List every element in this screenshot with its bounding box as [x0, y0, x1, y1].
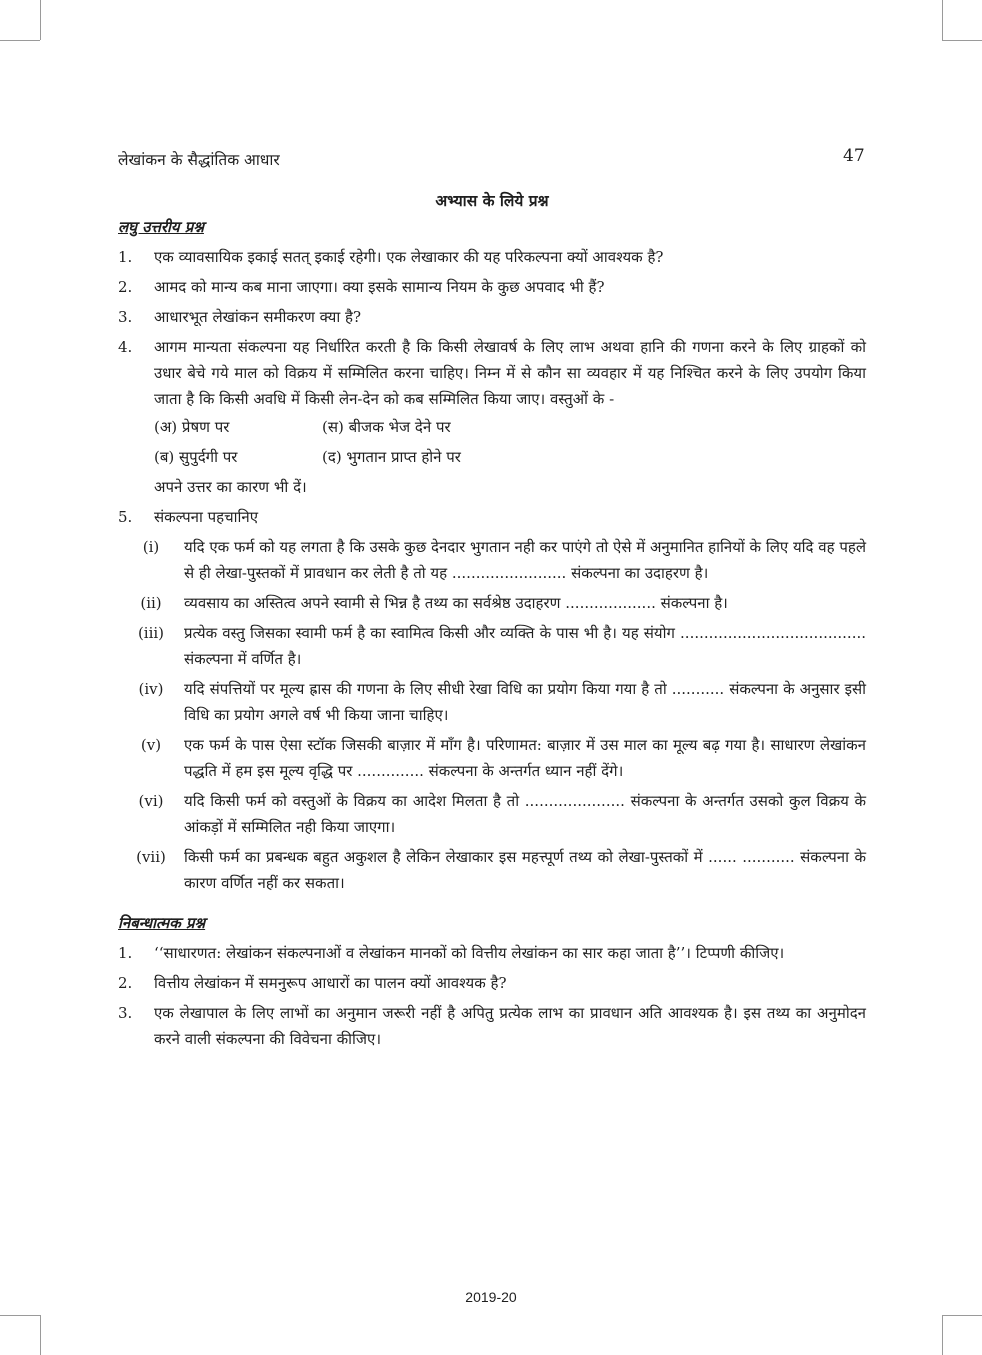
question: [118, 970, 866, 996]
question-number: 4.: [118, 338, 133, 356]
sub-question-text: प्रत्येक वस्तु जिसका स्वामी फर्म है का स्वामित्व किसी और व्यक्ति के पास भी है। यह संयोग ....................................... संकल्पना में वर्णित है।: [184, 624, 866, 668]
crop-mark: [942, 1315, 982, 1316]
option-row: [154, 444, 866, 470]
option-a: (अ) प्रेषण पर: [154, 418, 230, 436]
option-list: [154, 414, 866, 470]
sub-question-number: (iv): [138, 680, 164, 698]
question-number: 2.: [118, 278, 133, 296]
question-text: आगम मान्यता संकल्पना यह निर्धारित करती है कि किसी लेखावर्ष के लिए लाभ अथवा हानि की गणना करने के लिए ग्राहकों को उधार बेचे गये माल को विक्रय में सम्मिलित करना चाहिए। निम्न में से कौन सा व्यवहार में यह निश्चित करने के लिए उपयोग किया जाता है कि किसी अवधि में किसी लेन-देन को कब सम्मिलित किया जाए। वस्तुओं के -: [154, 338, 866, 408]
sub-question: [118, 590, 866, 616]
sub-question-text: किसी फर्म का प्रबन्धक बहुत अकुशल है लेकिन लेखाकार इस महत्त्पूर्ण तथ्य को लेखा-पुस्तकों में ...... ........... संकल्पना के कारण वर्णित नहीं कर सकता।: [184, 848, 866, 892]
question: [118, 274, 866, 300]
option-b: (ब) सुपुर्दगी पर: [154, 448, 238, 466]
running-title: लेखांकन के सैद्धांतिक आधार: [118, 151, 280, 169]
short-questions-heading: लघु उत्तरीय प्रश्न: [118, 218, 204, 236]
question-number: 3.: [118, 1004, 133, 1022]
question-body: [154, 334, 866, 500]
sub-question-text: यदि किसी फर्म को वस्तुओं के विक्रय का आदेश मिलता है तो ..................... संकल्पना के अन्तर्गत उसको कुल विक्रय के आंकड़ों में सम्मिलित नही किया जाएगा।: [184, 792, 866, 836]
sub-question-number: (i): [142, 538, 160, 556]
question: [118, 504, 866, 530]
question-text: आमद को मान्य कब माना जाएगा। क्या इसके सामान्य नियम के कुछ अपवाद भी हैं?: [154, 278, 605, 296]
option-d: (द) भुगतान प्राप्त होने पर: [322, 448, 461, 466]
sub-question: [118, 844, 866, 896]
question-number: 1.: [118, 944, 133, 962]
crop-mark: [40, 1315, 41, 1355]
sub-question: [118, 676, 866, 728]
sub-question-number: (iii): [137, 624, 165, 642]
sub-question-number: (vii): [136, 848, 166, 866]
page-content: [118, 188, 866, 1056]
sub-question-text: एक फर्म के पास ऐसा स्टॉक जिसकी बाज़ार में माँग है। परिणामत: बाज़ार में उस माल का मूल्य बढ़ गया है। साधारण लेखांकन पद्धति में हम इस मूल्य वृद्धि पर .............. संकल्पना के अन्तर्गत ध्यान नहीं देंगे।: [184, 736, 866, 780]
question: [118, 304, 866, 330]
option-s: (स) बीजक भेज देने पर: [322, 418, 451, 436]
sub-question-text: व्यवसाय का अस्तित्व अपने स्वामी से भिन्न है तथ्य का सर्वश्रेष्ठ उदाहरण ................... संकल्पना है।: [184, 594, 728, 612]
sub-question: [118, 620, 866, 672]
question-text: एक व्यावसायिक इकाई सतत् इकाई रहेगी। एक लेखाकार की यह परिकल्पना क्यों आवश्यक है?: [154, 248, 664, 266]
question-number: 1.: [118, 248, 133, 266]
crop-mark: [942, 1315, 943, 1355]
question: [118, 940, 866, 966]
question: [118, 244, 866, 270]
sub-question-number: (vi): [138, 792, 164, 810]
crop-mark: [0, 40, 40, 41]
sub-question-text: यदि एक फर्म को यह लगता है कि उसके कुछ देनदार भुगतान नही कर पाएंगे तो ऐसे में अनुमानित हानियों के लिए यदि वह पहले से ही लेखा-पुस्तकों में प्रावधान कर लेती है तो यह ........................ संकल्पना का उदाहरण है।: [184, 538, 867, 582]
sub-question-number: (v): [140, 736, 162, 754]
sub-question-number: (ii): [140, 594, 162, 612]
sub-question: [118, 732, 866, 784]
question: [118, 334, 866, 500]
sub-question-text: यदि संपत्तियों पर मूल्य ह्रास की गणना के लिए सीधी रेखा विधि का प्रयोग किया गया है तो ........... संकल्पना के अनुसार इसी विधि का प्रयोग अगले वर्ष भी किया जाना चाहिए।: [184, 680, 866, 724]
spacer: [118, 900, 866, 910]
question-number: 2.: [118, 974, 133, 992]
footer-year: 2019-20: [465, 1289, 517, 1305]
sub-question: [118, 788, 866, 840]
question-number: 5.: [118, 508, 133, 526]
question-note: अपने उत्तर का कारण भी दें।: [154, 478, 307, 496]
section-title: अभ्यास के लिये प्रश्न: [435, 191, 549, 210]
question-number: 3.: [118, 308, 133, 326]
question: [118, 1000, 866, 1052]
page-number: 47: [843, 146, 865, 166]
question-text: संकल्पना पहचानिए: [154, 508, 258, 526]
question-text: आधारभूत लेखांकन समीकरण क्या है?: [154, 308, 362, 326]
sub-question: [118, 534, 866, 586]
crop-mark: [0, 1315, 40, 1316]
crop-mark: [40, 0, 41, 40]
crop-mark: [942, 0, 943, 40]
essay-questions-heading: निबन्धात्मक प्रश्न: [118, 914, 206, 932]
option-row: [154, 414, 866, 440]
crop-mark: [942, 40, 982, 41]
question-text: एक लेखापाल के लिए लाभों का अनुमान जरूरी नहीं है अपितु प्रत्येक लाभ का प्रावधान अति आवश्यक है। इस तथ्य का अनुमोदन करने वाली संकल्पना की विवेचना कीजिए।: [154, 1004, 866, 1048]
question-text: ‘‘साधारणत: लेखांकन संकल्पनाओं व लेखांकन मानकों को वित्तीय लेखांकन का सार कहा जाता है’’। टिप्पणी कीजिए।: [154, 944, 785, 962]
question-text: वित्तीय लेखांकन में समनुरूप आधारों का पालन क्यों आवश्यक है?: [154, 974, 507, 992]
